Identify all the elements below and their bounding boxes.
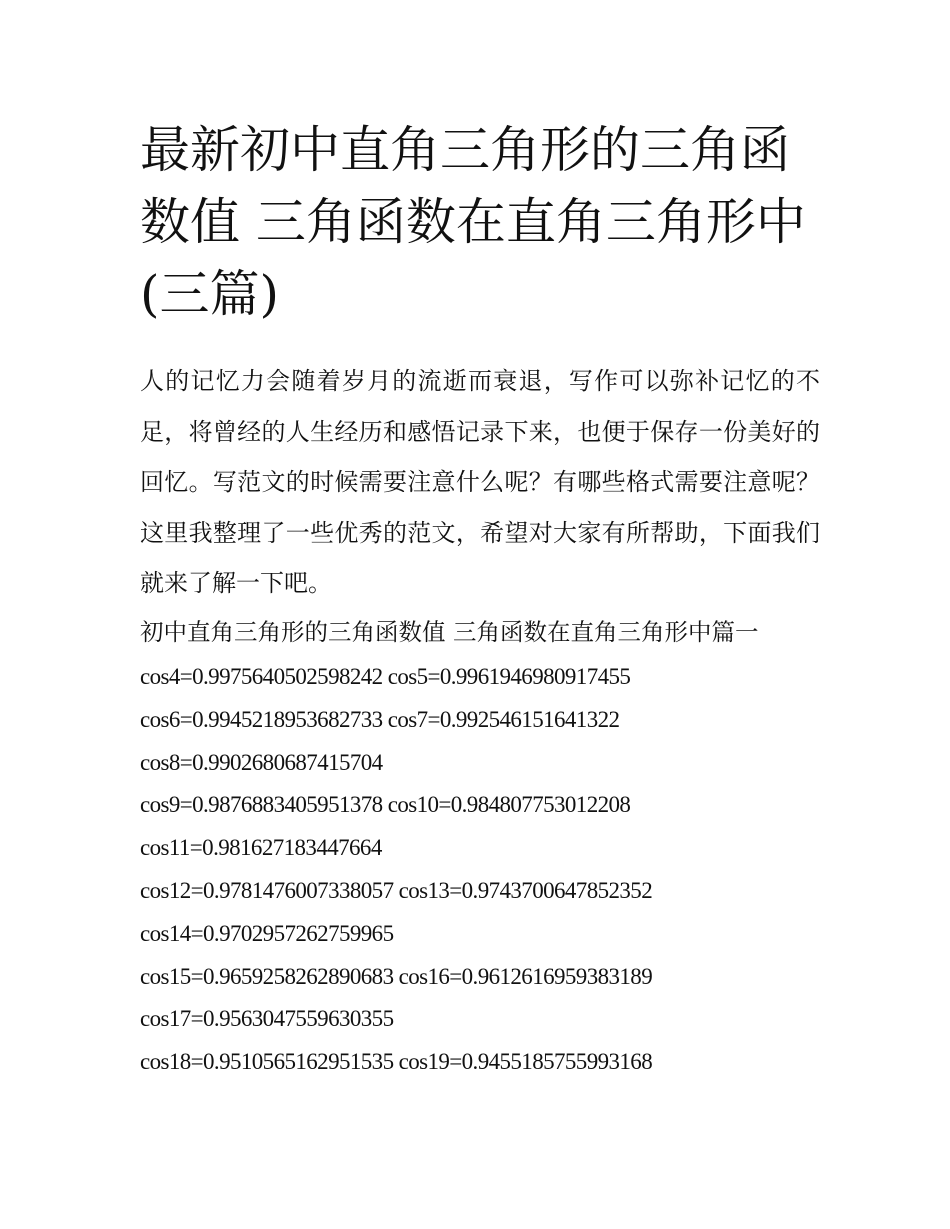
- cosine-value-line: cos15=0.9659258262890683 cos16=0.9612616959383189: [140, 963, 653, 989]
- document-title: 最新初中直角三角形的三角函数值 三角函数在直角三角形中(三篇): [140, 121, 806, 323]
- cosine-value-line: cos14=0.9702957262759965: [140, 920, 394, 946]
- section-heading: 初中直角三角形的三角函数值 三角函数在直角三角形中篇一: [140, 618, 759, 646]
- cosine-value-line: cos12=0.9781476007338057 cos13=0.9743700647852352: [140, 877, 653, 903]
- cosine-value-line: cos8=0.9902680687415704: [140, 749, 383, 775]
- cosine-value-line: cos4=0.9975640502598242 cos5=0.9961946980917455: [140, 664, 631, 689]
- cosine-value-line: cos6=0.9945218953682733 cos7=0.992546151641322: [140, 706, 620, 732]
- intro-paragraph: 人的记忆力会随着岁月的流逝而衰退，写作可以弥补记忆的不足，将曾经的人生经历和感悟记录下来，也便于保存一份美好的回忆。写范文的时候需要注意什么呢？有哪些格式需要注意呢？这里我整理了一些优秀的范文，希望对大家有所帮助，下面我们就来了解一下吧。: [140, 367, 820, 597]
- cosine-value-line: cos11=0.981627183447664: [140, 835, 382, 861]
- cosine-values-list: [140, 656, 820, 1084]
- cosine-value-line: cos18=0.9510565162951535 cos19=0.9455185755993168: [140, 1049, 653, 1075]
- cosine-value-line: cos17=0.9563047559630355: [140, 1006, 394, 1032]
- cosine-value-line: cos9=0.9876883405951378 cos10=0.984807753012208: [140, 792, 631, 818]
